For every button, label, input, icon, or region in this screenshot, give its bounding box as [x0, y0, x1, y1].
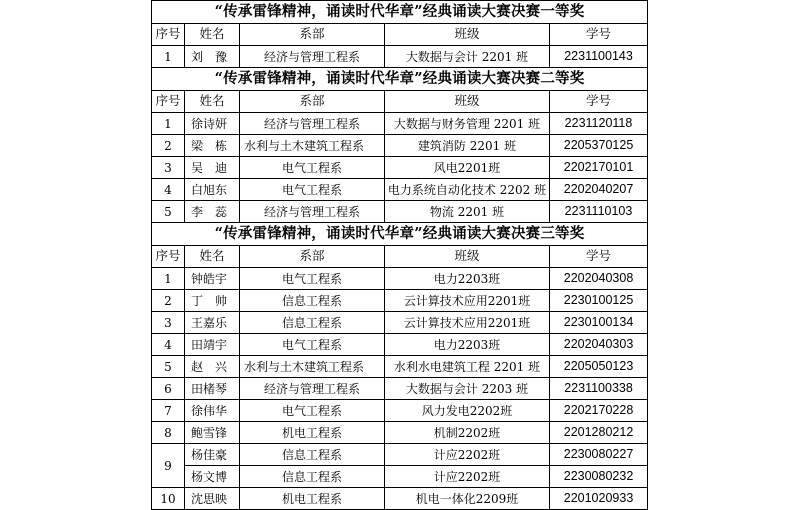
row-name: 白旭东 — [185, 179, 240, 201]
row-class: 电力2203班 — [385, 268, 550, 290]
header-row — [152, 24, 648, 46]
row-class: 大数据与会计 2201 班 — [385, 46, 550, 68]
table-row — [152, 444, 648, 466]
table-row — [152, 113, 648, 135]
row-dept: 电气工程系 — [240, 334, 385, 356]
row-name: 田靖宇 — [185, 334, 240, 356]
header-class: 班级 — [385, 91, 550, 113]
row-name: 徐伟华 — [185, 400, 240, 422]
row-student-id: 2230080227 — [550, 444, 648, 466]
row-student-id: 2202040303 — [550, 334, 648, 356]
row-name: 杨文博 — [185, 466, 240, 488]
row-no: 4 — [152, 334, 185, 356]
header-row — [152, 246, 648, 268]
section-title-row — [152, 68, 648, 91]
row-class: 物流 2201 班 — [385, 201, 550, 223]
row-dept: 经济与管理工程系 — [240, 113, 385, 135]
row-dept: 电气工程系 — [240, 400, 385, 422]
table-row — [152, 157, 648, 179]
row-student-id: 2202170228 — [550, 400, 648, 422]
row-dept: 经济与管理工程系 — [240, 46, 385, 68]
row-class: 计应2202班 — [385, 444, 550, 466]
header-student-id: 学号 — [550, 24, 648, 46]
row-name: 丁 帅 — [185, 290, 240, 312]
header-dept: 系部 — [240, 246, 385, 268]
section-title-third-prize: “传承雷锋精神，诵读时代华章”经典诵读大赛决赛三等奖 — [152, 223, 648, 246]
header-student-id: 学号 — [550, 246, 648, 268]
section-title-first-prize: “传承雷锋精神，诵读时代华章”经典诵读大赛决赛一等奖 — [152, 1, 648, 24]
table-row — [152, 135, 648, 157]
row-class: 大数据与会计 2203 班 — [385, 378, 550, 400]
row-class: 水利水电建筑工程 2201 班 — [385, 356, 550, 378]
row-dept: 电气工程系 — [240, 268, 385, 290]
header-no: 序号 — [152, 246, 185, 268]
row-name: 刘 豫 — [185, 46, 240, 68]
row-name: 杨佳豪 — [185, 444, 240, 466]
row-no: 10 — [152, 488, 185, 510]
row-class: 机制2202班 — [385, 422, 550, 444]
row-no: 5 — [152, 356, 185, 378]
table-row — [152, 179, 648, 201]
row-class: 云计算技术应用2201班 — [385, 290, 550, 312]
header-class: 班级 — [385, 246, 550, 268]
row-name: 徐诗妍 — [185, 113, 240, 135]
row-class: 电力2203班 — [385, 334, 550, 356]
award-table — [151, 0, 648, 510]
row-dept: 经济与管理工程系 — [240, 201, 385, 223]
table-row — [152, 422, 648, 444]
header-no: 序号 — [152, 91, 185, 113]
row-no: 1 — [152, 268, 185, 290]
row-student-id: 2231110103 — [550, 201, 648, 223]
row-student-id: 2230100134 — [550, 312, 648, 334]
row-no: 1 — [152, 113, 185, 135]
row-no: 3 — [152, 157, 185, 179]
row-dept: 机电工程系 — [240, 422, 385, 444]
table-row — [152, 268, 648, 290]
row-dept: 信息工程系 — [240, 290, 385, 312]
row-no: 5 — [152, 201, 185, 223]
row-class: 大数据与财务管理 2201 班 — [385, 113, 550, 135]
row-student-id: 2201280212 — [550, 422, 648, 444]
header-name: 姓名 — [185, 246, 240, 268]
section-title-row — [152, 223, 648, 246]
table-row — [152, 312, 648, 334]
row-student-id: 2205370125 — [550, 135, 648, 157]
row-student-id: 2202040207 — [550, 179, 648, 201]
row-no: 4 — [152, 179, 185, 201]
row-student-id: 2231100143 — [550, 46, 648, 68]
row-dept: 信息工程系 — [240, 466, 385, 488]
row-student-id: 2230100125 — [550, 290, 648, 312]
table-row — [152, 400, 648, 422]
table-row — [152, 466, 648, 488]
row-no: 9 — [152, 444, 185, 488]
table-row — [152, 46, 648, 68]
header-no: 序号 — [152, 24, 185, 46]
row-student-id: 2202040308 — [550, 268, 648, 290]
row-name: 赵 兴 — [185, 356, 240, 378]
row-class: 电力系统自动化技术 2202 班 — [385, 179, 550, 201]
row-no: 1 — [152, 46, 185, 68]
table-row — [152, 290, 648, 312]
row-dept: 电气工程系 — [240, 157, 385, 179]
table-row — [152, 488, 648, 510]
table-row — [152, 201, 648, 223]
row-class: 机电一体化2209班 — [385, 488, 550, 510]
table-row — [152, 378, 648, 400]
row-dept: 电气工程系 — [240, 179, 385, 201]
header-row — [152, 91, 648, 113]
row-class: 云计算技术应用2201班 — [385, 312, 550, 334]
row-dept: 信息工程系 — [240, 312, 385, 334]
row-class: 计应2202班 — [385, 466, 550, 488]
row-student-id: 2201020933 — [550, 488, 648, 510]
header-student-id: 学号 — [550, 91, 648, 113]
row-no: 3 — [152, 312, 185, 334]
row-class: 建筑消防 2201 班 — [385, 135, 550, 157]
row-dept: 经济与管理工程系 — [240, 378, 385, 400]
award-document — [151, 0, 647, 510]
header-class: 班级 — [385, 24, 550, 46]
row-no: 7 — [152, 400, 185, 422]
row-name: 田楮琴 — [185, 378, 240, 400]
row-name: 梁 栋 — [185, 135, 240, 157]
row-dept: 机电工程系 — [240, 488, 385, 510]
section-title-second-prize: “传承雷锋精神，诵读时代华章”经典诵读大赛决赛二等奖 — [152, 68, 648, 91]
header-dept: 系部 — [240, 91, 385, 113]
row-no: 6 — [152, 378, 185, 400]
table-row — [152, 334, 648, 356]
row-class: 风电2201班 — [385, 157, 550, 179]
table-row — [152, 356, 648, 378]
row-student-id: 2230080232 — [550, 466, 648, 488]
row-student-id: 2205050123 — [550, 356, 648, 378]
header-dept: 系部 — [240, 24, 385, 46]
row-student-id: 2231100338 — [550, 378, 648, 400]
row-class: 风力发电2202班 — [385, 400, 550, 422]
header-name: 姓名 — [185, 24, 240, 46]
row-name: 沈思映 — [185, 488, 240, 510]
row-no: 8 — [152, 422, 185, 444]
row-name: 王嘉乐 — [185, 312, 240, 334]
row-no: 2 — [152, 290, 185, 312]
row-name: 吴 迪 — [185, 157, 240, 179]
row-student-id: 2231120118 — [550, 113, 648, 135]
row-dept: 水利与土木建筑工程系 — [240, 356, 385, 378]
row-name: 鲍雪锋 — [185, 422, 240, 444]
row-name: 李 蕊 — [185, 201, 240, 223]
row-no: 2 — [152, 135, 185, 157]
row-name: 钟皓宇 — [185, 268, 240, 290]
row-student-id: 2202170101 — [550, 157, 648, 179]
row-dept: 水利与土木建筑工程系 — [240, 135, 385, 157]
section-title-row — [152, 1, 648, 24]
row-dept: 信息工程系 — [240, 444, 385, 466]
header-name: 姓名 — [185, 91, 240, 113]
